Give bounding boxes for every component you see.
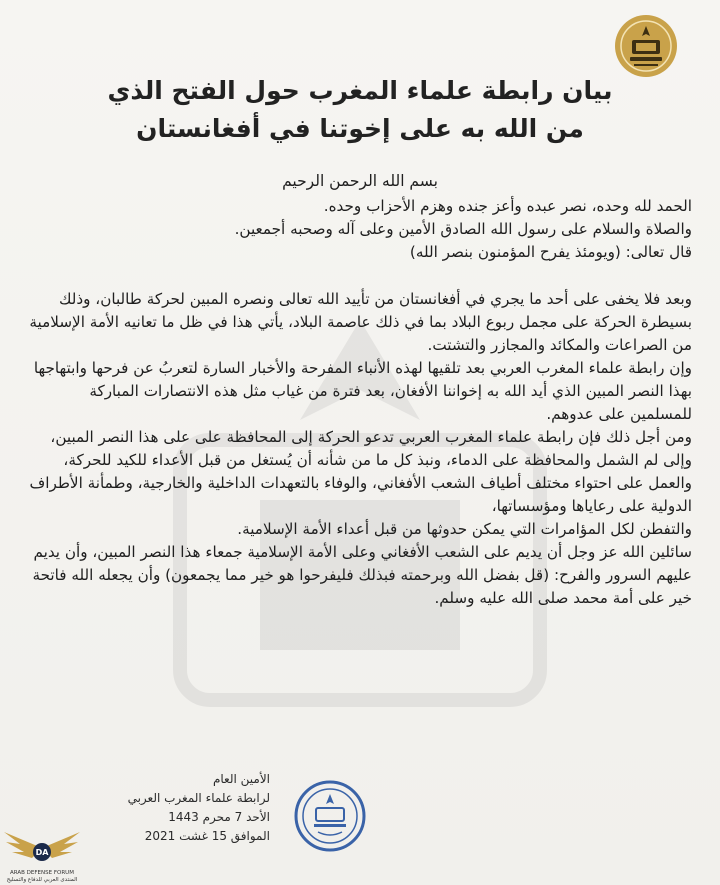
official-seal-icon — [294, 780, 366, 852]
statement-title — [40, 72, 680, 148]
paragraph-5: سائلين الله عز وجل أن يديم على الشعب الأفغاني وعلى الأمة الإسلامية جمعاء هذا النصر المبين، وأن يديم عليهم السرور والفرح: (قل بفضل الله وبرحمته فبذلك فليفرحوا هو خير مما يجمعون) وأن يجعله الله فاتحة خير على أمة محمد صلى الله عليه وسلم. — [32, 543, 692, 607]
opening-line-1: الحمد لله وحده، نصر عبده وأعز جنده وهزم الأحزاب وحده. — [323, 197, 692, 215]
forum-name: ARAB DEFENSE FORUM — [10, 870, 74, 876]
league-logo-icon — [614, 14, 678, 78]
signature-title: الأمين العام — [212, 772, 270, 786]
gregorian-date: الموافق 15 غشت 2021 — [144, 829, 270, 843]
signature-block — [110, 770, 270, 846]
quran-verse: قال تعالى: (ويومئذ يفرح المؤمنون بنصر الله) — [409, 243, 692, 261]
paragraph-3: ومن أجل ذلك فإن رابطة علماء المغرب العربي تدعو الحركة إلى المحافظة على على هذا النصر المبين، وإلى لم الشمل والمحافظة على الدماء، ونبذ كل ما من شأنه أن يُستغل من قبل الأعداء للكيد للحركة، والعمل على احتواء مختلف أطياف الشعب الأفغاني، والوفاء بالتعهدات الداخلية والخارجية، وطمأنة الأطراف الدولية على رعاياها ومؤسساتها، — [29, 428, 692, 515]
paragraph-1: وبعد فلا يخفى على أحد ما يجري في أفغانستان من تأييد الله تعالى ونصره المبين لحركة طالبان، وذلك بسيطرة الحركة على مجمل ربوع البلاد بما في ذلك عاصمة البلاد، يأتي هذا في ظل ما تعانيه الأمة الإسلامية من الصراعات والمكائد والمجازر والتشتت. — [29, 290, 692, 354]
paragraph-2: وإن رابطة علماء المغرب العربي بعد تلقيها لهذه الأنباء المفرحة والأخبار السارة لتعربُ عن فرحها وابتهاجها بهذا النصر المبين الذي أيد الله به إخواننا الأفغان، بعد فترة من غياب مثل هذه الانتصارات المباركة للمسلمين على عدوهم. — [33, 359, 692, 423]
basmala: بسم الله الرحمن الرحيم — [282, 172, 438, 190]
opening-line-2: والصلاة والسلام على رسول الله الصادق الأمين وعلى آله وصحبه أجمعين. — [234, 220, 692, 238]
statement-body — [28, 170, 692, 610]
title-line-1: بيان رابطة علماء المغرب حول الفتح الذي — [107, 76, 613, 105]
eagle-logo-icon — [2, 822, 82, 870]
paragraph-4: والتفطن لكل المؤامرات التي يمكن حدوثها من قبل أعداء الأمة الإسلامية. — [237, 520, 692, 538]
forum-badge: DA — [35, 848, 49, 857]
hijri-date: الأحد 7 محرم 1443 — [168, 810, 270, 824]
forum-watermark — [2, 822, 82, 884]
forum-subtitle: المنتدى العربي للدفاع والتسليح — [6, 877, 78, 883]
signature-org: لرابطة علماء المغرب العربي — [127, 791, 270, 805]
title-line-2: من الله به على إخوتنا في أفغانستان — [136, 114, 584, 143]
